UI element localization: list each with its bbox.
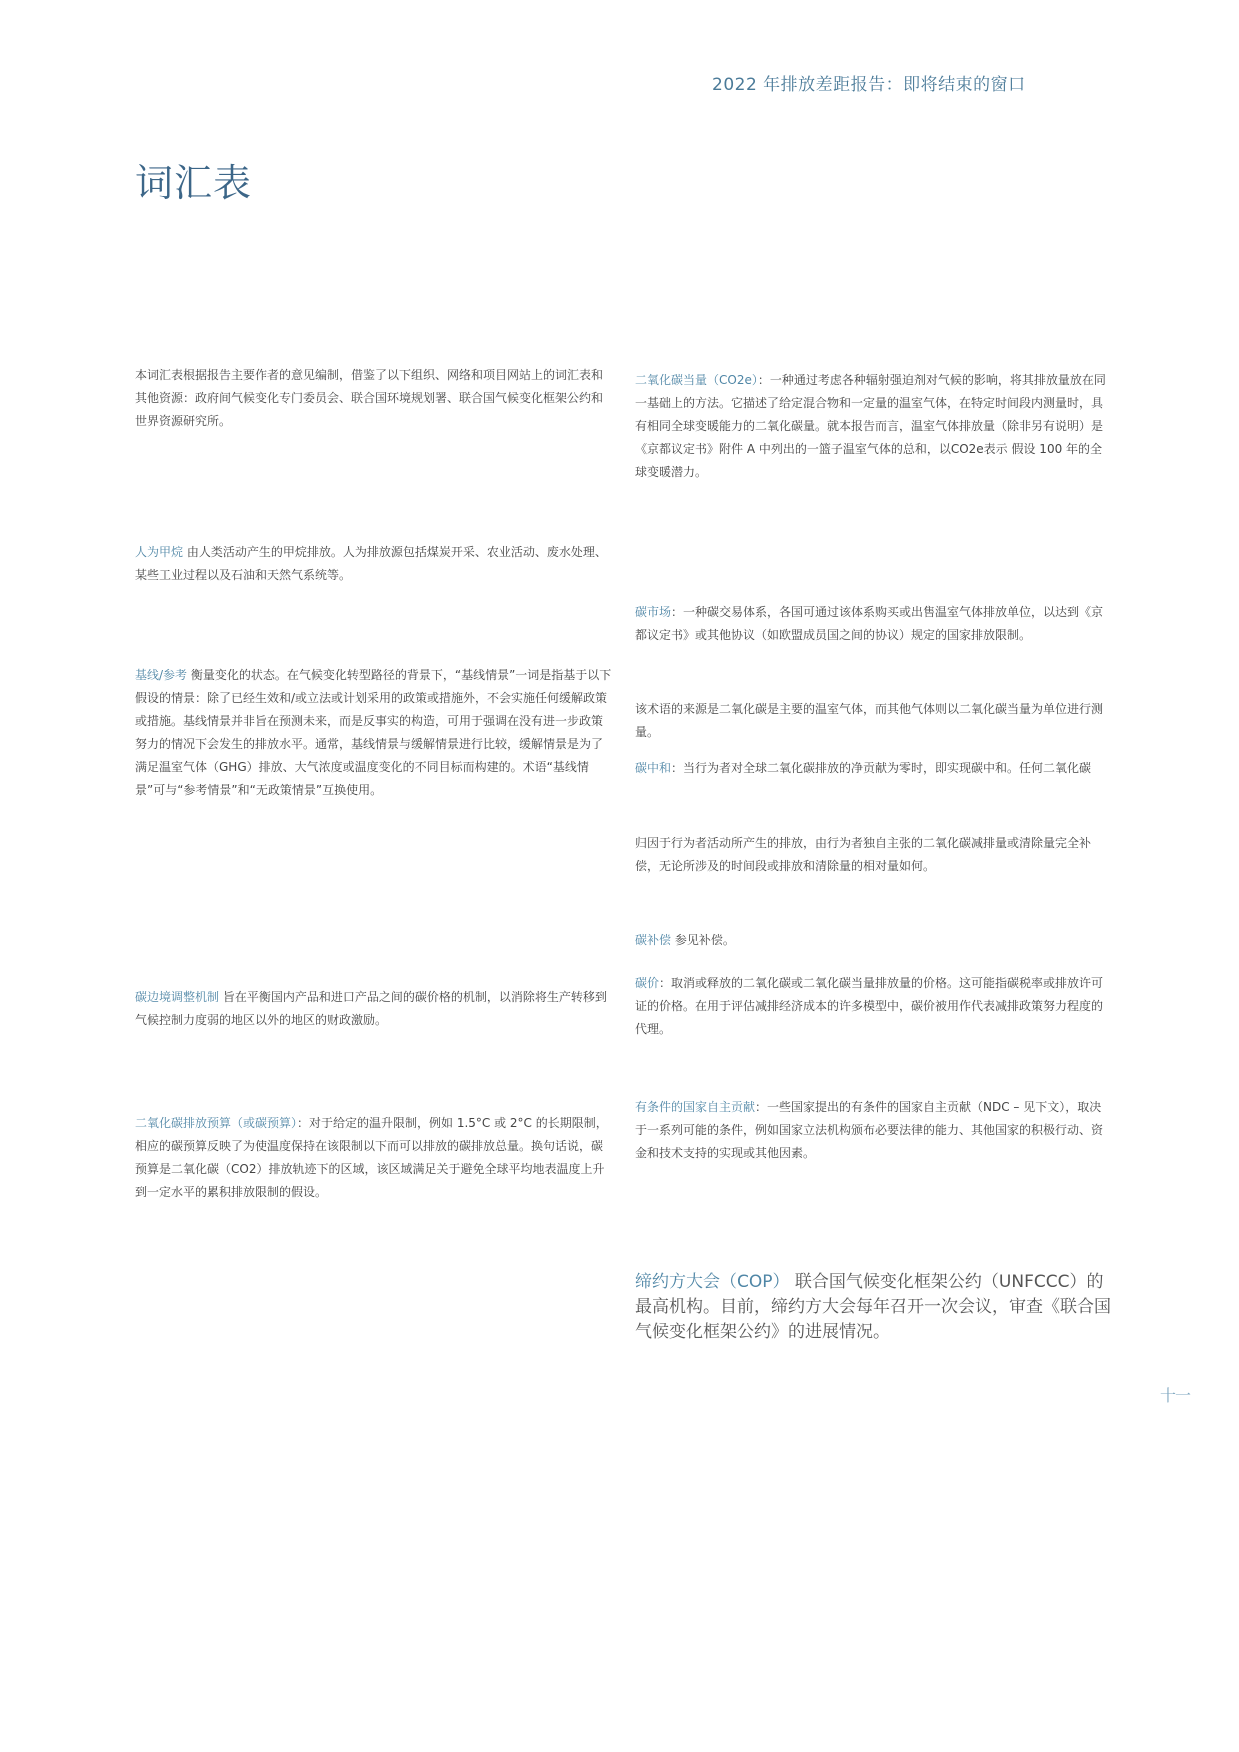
glossary-entry-anthropogenic-methane bbox=[135, 541, 613, 587]
glossary-term: 缔约方大会（COP） bbox=[635, 1272, 790, 1292]
glossary-term: 碳补偿 bbox=[635, 933, 672, 947]
glossary-entry-carbon-neutral bbox=[635, 757, 1113, 780]
report-header-title: 2022 年排放差距报告：即将结束的窗口 bbox=[712, 75, 1026, 95]
glossary-term: 二氧化碳排放预算（或碳预算） bbox=[135, 1116, 298, 1130]
glossary-continuation-paragraph bbox=[635, 698, 1113, 744]
page-title: 词汇表 bbox=[135, 161, 253, 205]
glossary-continuation-paragraph bbox=[635, 832, 1113, 878]
glossary-entry-carbon-offset bbox=[635, 929, 1113, 952]
page-number: 十一 bbox=[1160, 1386, 1191, 1405]
glossary-entry-baseline bbox=[135, 664, 613, 802]
glossary-term: 人为甲烷 bbox=[135, 545, 184, 559]
glossary-entry-carbon-price bbox=[635, 972, 1113, 1041]
glossary-definition: 旨在平衡国内产品和进口产品之间的碳价格的机制，以消除将生产转移到气候控制力度弱的地区以外的地区的财政激励。 bbox=[135, 990, 607, 1027]
glossary-definition: ：对于给定的温升限制，例如 1.5°C 或 2°C 的长期限制，相应的碳预算反映了为使温度保持在该限制以下而可以排放的碳排放总量。换句话说，碳预算是二氧化碳（CO2）排放轨迹下的区域，该区域满足关于避免全球平均地表温度上升到一定水平的累积排放限制的假设。 bbox=[135, 1116, 608, 1199]
glossary-term: 有条件的国家自主贡献 bbox=[635, 1100, 756, 1114]
glossary-definition: 衡量变化的状态。在气候变化转型路径的背景下，“基线情景”一词是指基于以下假设的情景：除了已经生效和/或立法或计划采用的政策或措施外，不会实施任何缓解政策或措施。基线情景并非旨在预测未来，而是反事实的构造，可用于强调在没有进一步政策努力的情况下会发生的排放水平。通常，基线情景与缓解情景进行比较，缓解情景是为了满足温室气体（GHG）排放、大气浓度或温度变化的不同目标而构建的。术语“基线情景”可与“参考情景”和“无政策情景”互换使用。 bbox=[135, 668, 612, 797]
glossary-definition: 联合国气候变化框架公约（UNFCCC）的最高机构。目前，缔约方大会每年召开一次会议，审查《联合国气候变化框架公约》的进展情况。 bbox=[635, 1272, 1111, 1342]
glossary-definition: ：一种碳交易体系，各国可通过该体系购买或出售温室气体排放单位，以达到《京都议定书》或其他协议（如欧盟成员国之间的协议）规定的国家排放限制。 bbox=[635, 605, 1104, 642]
glossary-definition: 归因于行为者活动所产生的排放，由行为者独自主张的二氧化碳减排量或清除量完全补偿，无论所涉及的时间段或排放和清除量的相对量如何。 bbox=[635, 836, 1092, 873]
glossary-definition: ：一些国家提出的有条件的国家自主贡献（NDC – 见下文），取决于一系列可能的条件，例如国家立法机构颁布必要法律的能力、其他国家的积极行动、资金和技术支持的实现或其他因素。 bbox=[635, 1100, 1104, 1160]
glossary-entry-conditional-ndc bbox=[635, 1096, 1113, 1165]
glossary-term: 碳价 bbox=[635, 976, 660, 990]
glossary-definition: 该术语的来源是二氧化碳是主要的温室气体，而其他气体则以二氧化碳当量为单位进行测量。 bbox=[635, 702, 1104, 739]
glossary-definition: 由人类活动产生的甲烷排放。人为排放源包括煤炭开采、农业活动、废水处理、某些工业过程以及石油和天然气系统等。 bbox=[135, 545, 607, 582]
glossary-entry-cbam bbox=[135, 986, 613, 1032]
glossary-entry-cop bbox=[635, 1270, 1113, 1345]
glossary-definition: ：一种通过考虑各种辐射强迫剂对气候的影响，将其排放量放在同一基础上的方法。它描述了给定混合物和一定量的温室气体，在特定时间段内测量时，具有相同全球变暖能力的二氧化碳量。就本报告而言，温室气体排放量（除非另有说明）是《京都议定书》附件 A 中列出的一篮子温室气体的总和，以CO2e表示 假设 100 年的全球变暖潜力。 bbox=[635, 373, 1106, 479]
glossary-term: 基线/参考 bbox=[135, 668, 188, 682]
glossary-entry-carbon-budget bbox=[135, 1112, 613, 1204]
glossary-entry-co2e bbox=[635, 369, 1113, 484]
glossary-term: 碳边境调整机制 bbox=[135, 990, 220, 1004]
glossary-entry-carbon-market bbox=[635, 601, 1113, 647]
glossary-term: 二氧化碳当量（CO2e） bbox=[635, 373, 758, 387]
glossary-term: 碳中和 bbox=[635, 761, 672, 775]
glossary-definition: ：当行为者对全球二氧化碳排放的净贡献为零时，即实现碳中和。任何二氧化碳 bbox=[671, 761, 1092, 775]
glossary-definition: 参见补偿。 bbox=[671, 933, 735, 947]
glossary-definition: ：取消或释放的二氧化碳或二氧化碳当量排放量的价格。这可能指碳税率或排放许可证的价格。在用于评估减排经济成本的许多模型中，碳价被用作代表减排政策努力程度的代理。 bbox=[635, 976, 1104, 1036]
glossary-term: 碳市场 bbox=[635, 605, 672, 619]
intro-paragraph: 本词汇表根据报告主要作者的意见编制，借鉴了以下组织、网络和项目网站上的词汇表和其他资源：政府间气候变化专门委员会、联合国环境规划署、联合国气候变化框架公约和世界资源研究所。 bbox=[135, 368, 604, 428]
